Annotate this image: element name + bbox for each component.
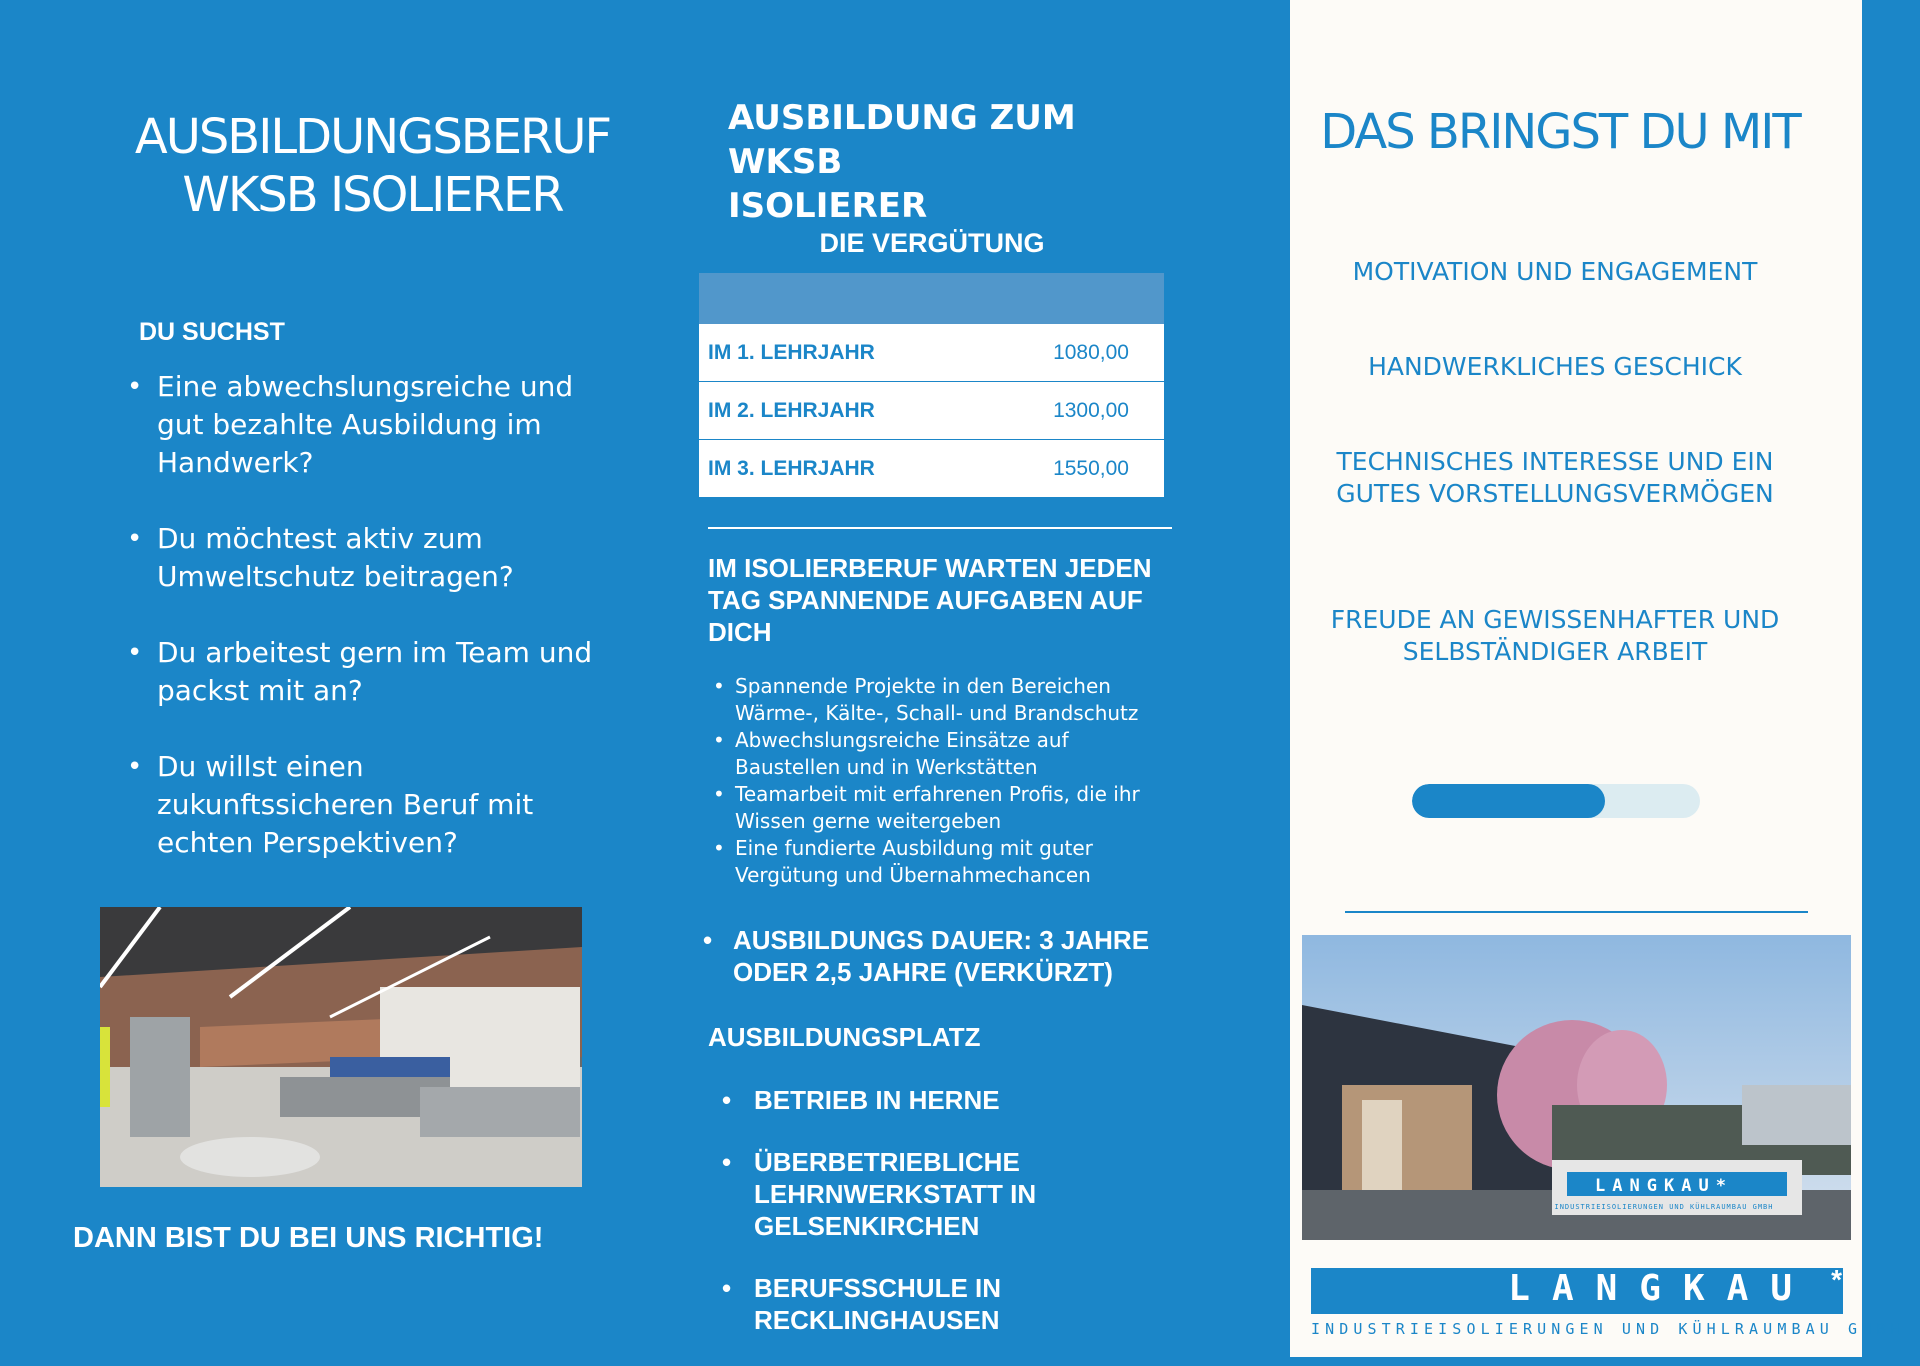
ausbildungsplatz-heading: AUSBILDUNGSPLATZ	[708, 1022, 981, 1052]
table-row	[699, 324, 1164, 382]
list-item: • ÜBERBETRIEBLICHE LEHRNWERKSTATT IN GELSENKIRCHEN	[754, 1146, 1174, 1242]
lehrjahr-value: 1550,00	[968, 440, 1164, 498]
verguetung-table	[699, 273, 1164, 498]
sign-name-text: LANGKAU*	[1595, 1176, 1733, 1196]
list-item: • Spannende Projekte in den Bereichen Wärme-, Kälte-, Schall- und Brandschutz	[735, 673, 1165, 727]
logo-name: LANGKAU	[1508, 1268, 1814, 1309]
du-suchst-heading: DU SUCHST	[139, 318, 285, 346]
logo-star: *	[1831, 1264, 1842, 1295]
table-header-row	[699, 273, 1164, 324]
verguetung-heading: DIE VERGÜTUNG	[819, 228, 1045, 258]
lehrjahr-label: IM 2. LEHRJAHR	[699, 382, 968, 440]
ausbildungsplatz-list	[754, 1084, 1174, 1366]
requirement-item: HANDWERKLICHES GESCHICK	[1368, 352, 1742, 381]
title-line-1: AUSBILDUNGSBERUF	[134, 109, 611, 165]
ausbildung-heading-line-1: AUSBILDUNG ZUM WKSB	[728, 98, 1076, 182]
list-item: • Teamarbeit mit erfahrenen Profis, die ihr Wissen gerne weitergeben	[735, 781, 1165, 835]
requirement-item: TECHNISCHES INTERESSE UND EIN GUTES VORSTELLUNGSVERMÖGEN	[1336, 447, 1774, 508]
tasks-heading: IM ISOLIERBERUF WARTEN JEDEN TAG SPANNENDE AUFGABEN AUF DICH	[708, 553, 1152, 647]
list-item: • BETRIEB IN HERNE	[754, 1084, 1174, 1116]
sign-tagline-text: INDUSTRIEISOLIERUNGEN UND KÜHLRAUMBAU GMBH	[1554, 1203, 1774, 1211]
company-building-photo	[1302, 935, 1851, 1240]
ausbildung-heading	[728, 96, 1198, 228]
ausbildung-heading-line-2: ISOLIERER	[728, 186, 928, 226]
company-logo	[1308, 1262, 1905, 1342]
table-row	[699, 440, 1164, 498]
question-item: • Du arbeitest gern im Team und packst mit an?	[157, 634, 597, 710]
lehrjahr-value: 1300,00	[968, 382, 1164, 440]
question-list	[157, 368, 597, 900]
duration-item: • AUSBILDUNGS DAUER: 3 JAHRE ODER 2,5 JAHRE (VERKÜRZT)	[733, 924, 1183, 988]
page-title	[0, 108, 745, 224]
question-item: • Eine abwechslungsreiche und gut bezahlte Ausbildung im Handwerk?	[157, 368, 597, 482]
lehrjahr-label: IM 3. LEHRJAHR	[699, 440, 968, 498]
tasks-list	[735, 673, 1165, 889]
requirements-title: DAS BRINGST DU MIT	[1320, 104, 1800, 160]
requirement-item: FREUDE AN GEWISSENHAFTER UND SELBSTÄNDIGER ARBEIT	[1330, 605, 1780, 666]
logo-tagline: INDUSTRIEISOLIERUNGEN UND KÜHLRAUMBAU GMBH	[1311, 1320, 1905, 1338]
requirement-item: MOTIVATION UND ENGAGEMENT	[1352, 257, 1758, 286]
list-item: • BERUFSSCHULE IN RECKLINGHAUSEN	[754, 1272, 1174, 1336]
question-item: • Du willst einen zukunftssicheren Beruf mit echten Perspektiven?	[157, 748, 597, 862]
list-item: • Abwechslungsreiche Einsätze auf Baustellen und in Werkstätten	[735, 727, 1165, 781]
divider	[708, 527, 1172, 529]
lehrjahr-value: 1080,00	[968, 324, 1164, 382]
lehrjahr-label: IM 1. LEHRJAHR	[699, 324, 968, 382]
title-line-2: WKSB ISOLIERER	[182, 167, 563, 223]
workshop-photo	[100, 907, 582, 1187]
progress-fill	[1412, 784, 1605, 818]
divider	[1345, 911, 1808, 913]
table-row	[699, 382, 1164, 440]
progress-bar	[1412, 784, 1700, 818]
duration-list	[733, 924, 1183, 988]
list-item: • Eine fundierte Ausbildung mit guter Vergütung und Übernahmechancen	[735, 835, 1165, 889]
question-item: • Du möchtest aktiv zum Umweltschutz beitragen?	[157, 520, 597, 596]
closing-statement: DANN BIST DU BEI UNS RICHTIG!	[73, 1222, 544, 1254]
panel-edge	[1862, 0, 1920, 1357]
